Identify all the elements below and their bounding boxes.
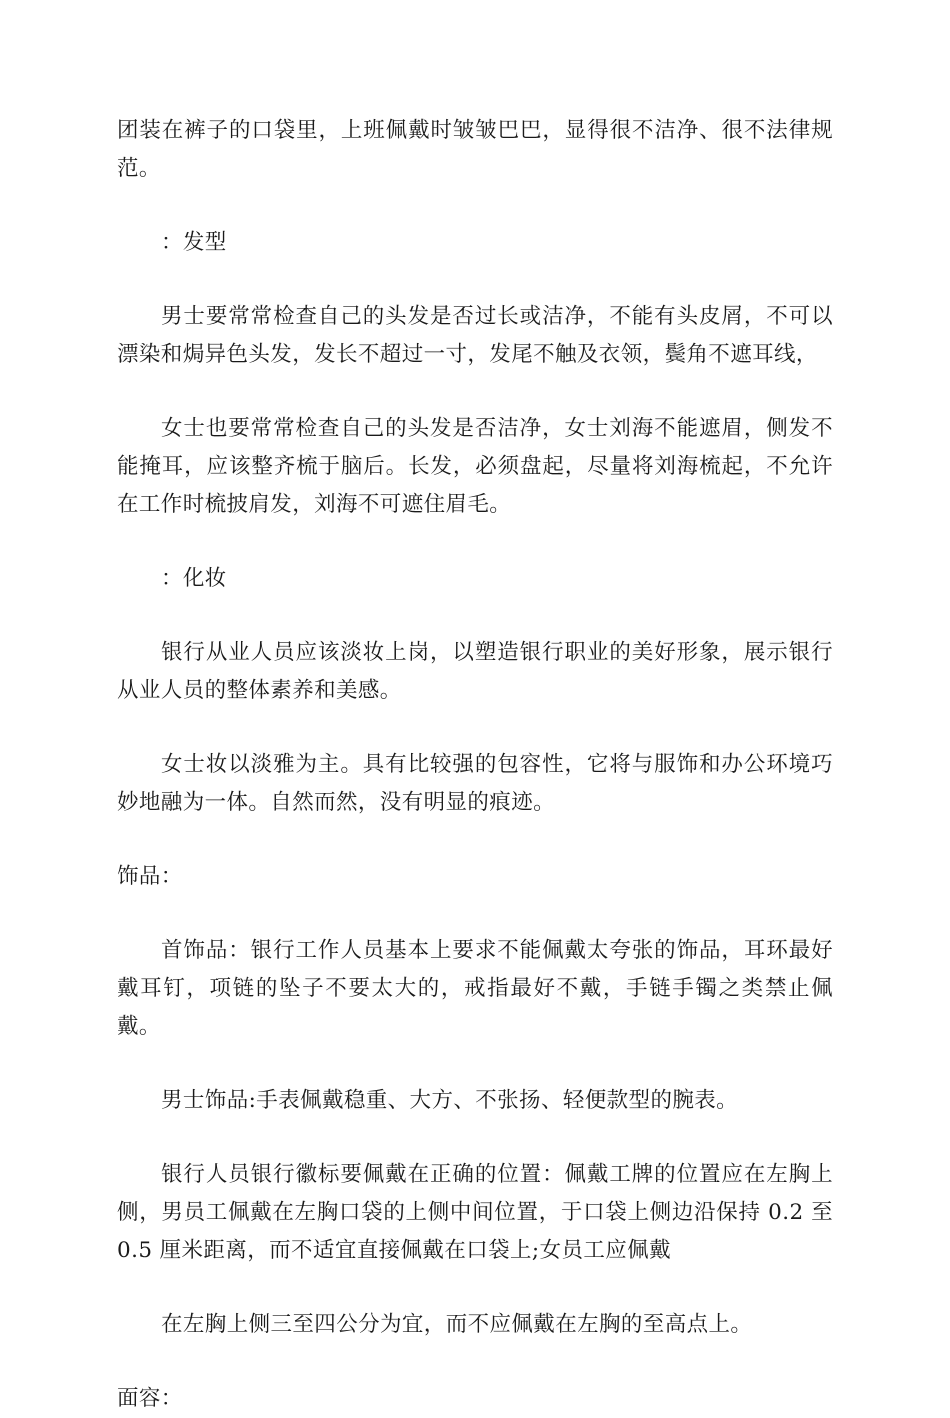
paragraph-makeup-intro: 银行从业人员应该淡妆上岗，以塑造银行职业的美好形象，展示银行从业人员的整体素养和美感。 [117, 640, 833, 703]
paragraph-men-hair: 男士要常常检查自己的头发是否过长或洁净，不能有头皮屑，不可以漂染和焗异色头发，发长不超过一寸，发尾不触及衣领，鬓角不遮耳线， [117, 304, 833, 367]
section-heading-hairstyle: ：发型 [161, 230, 227, 255]
section-heading-makeup: ：化妆 [161, 566, 227, 591]
document-body [117, 112, 833, 1418]
section-heading-accessories: 饰品： [117, 864, 183, 889]
paragraph-badge-position: 银行人员银行徽标要佩戴在正确的位置：佩戴工牌的位置应在左胸上侧，男员工佩戴在左胸口袋的上侧中间位置，于口袋上侧边沿保持 0.2 至 0.5 厘米距离，而不适宜直接佩戴在口袋上;女员工应佩戴 [117, 1162, 833, 1263]
paragraph-women-hair: 女士也要常常检查自己的头发是否洁净，女士刘海不能遮眉，侧发不能掩耳，应该整齐梳于脑后。长发，必须盘起，尽量将刘海梳起，不允许在工作时梳披肩发，刘海不可遮住眉毛。 [117, 416, 833, 517]
paragraph-badge-women: 在左胸上侧三至四公分为宜，而不应佩戴在左胸的至高点上。 [161, 1312, 753, 1337]
section-heading-face: 面容： [117, 1386, 183, 1411]
paragraph-women-makeup: 女士妆以淡雅为主。具有比较强的包容性，它将与服饰和办公环境巧妙地融为一体。自然而然，没有明显的痕迹。 [117, 752, 833, 815]
paragraph-men-accessories: 男士饰品:手表佩戴稳重、大方、不张扬、轻便款型的腕表。 [161, 1088, 739, 1113]
paragraph-continuation: 团装在裤子的口袋里，上班佩戴时皱皱巴巴，显得很不洁净、很不法律规范。 [117, 118, 833, 181]
paragraph-jewelry: 首饰品：银行工作人员基本上要求不能佩戴太夸张的饰品，耳环最好戴耳钉，项链的坠子不要太大的，戒指最好不戴，手链手镯之类禁止佩戴。 [117, 938, 833, 1039]
